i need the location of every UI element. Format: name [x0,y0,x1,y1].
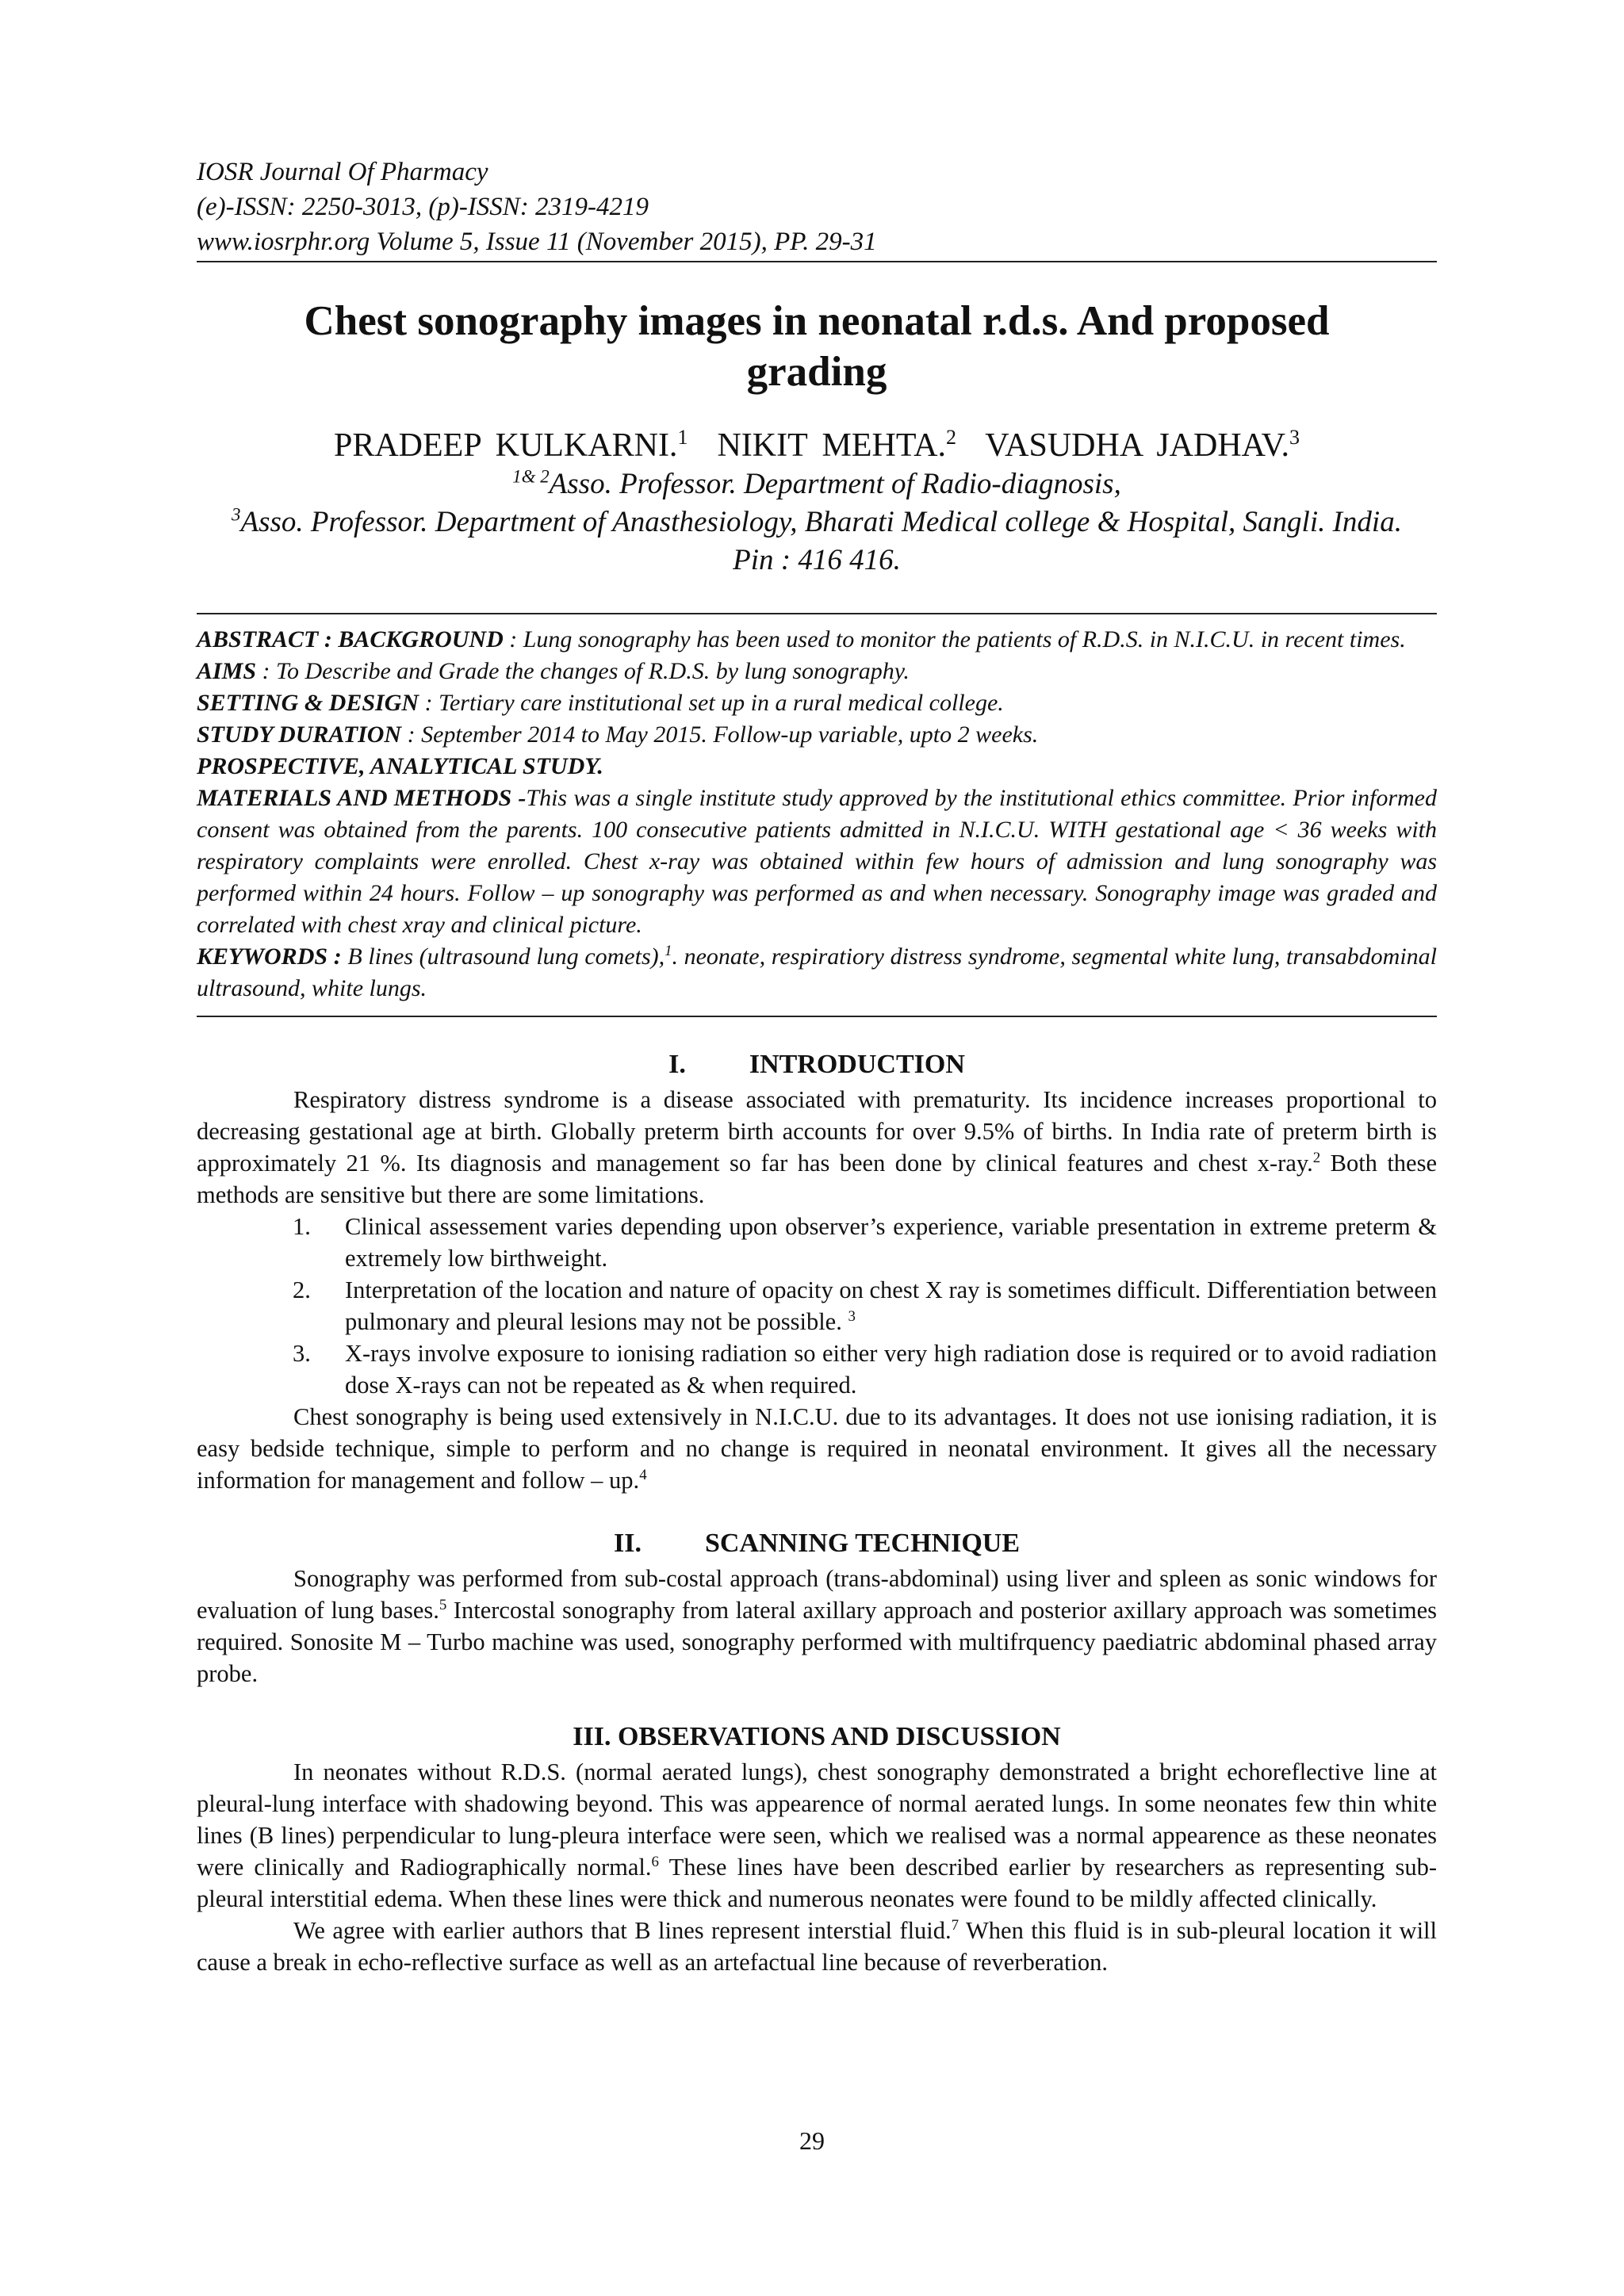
section-heading-observations: III. OBSERVATIONS AND DISCUSSION [573,1722,1061,1751]
list-item: 1. Clinical assessement varies depending upon observer’s experience, variable presentation in extreme preterm & extremely low birthweight. [293,1213,1437,1272]
observations-paragraph-1: In neonates without R.D.S. (normal aerated lungs), chest sonography demonstrated a bright echoreflective line at pleural-lung interface with shadowing beyond. This was appearence of normal aerated lungs. In some neonates few thin white lines (B lines) perpendicular to lung-pleura interface were seen, which we realised was a normal appearence as these neonates were clinically and Radiographically normal.$^6$ These lines have been described earlier by researchers as representing sub-pleural interstitial edema. When these lines were thick and numerous neonates were found to be mildly affected clinically. [197,1758,1437,1912]
journal-issn: (e)-ISSN: 2250-3013, (p)-ISSN: 2319-4219 [197,193,649,221]
abstract-keywords: KEYWORDS : B lines (ultrasound lung comets),$^1$. neonate, respiratiory distress syndrome, segmental white lung, transabdominal ultrasound, white lungs. [197,943,1437,1001]
scanning-paragraph-1: Sonography was performed from sub-costal approach (trans-abdominal) using liver and spleen as sonic windows for evaluation of lung bases.$^5$ Intercostal sonography from lateral axillary approach and posterior axillary approach was sometimes required. Sonosite M – Turbo machine was used, sonography performed with multifrquency paediatric abdominal phased array probe. [197,1565,1437,1687]
abstract-aims: AIMS : To Describe and Grade the changes of R.D.S. by lung sonography. [197,658,910,684]
abstract-duration: STUDY DURATION : September 2014 to May 2015. Follow-up variable, upto 2 weeks. [197,721,1039,748]
author-3: VASUDHA JADHAV.$^3$ [985,426,1300,464]
affiliation-1: $^{1\& 2}$Asso. Professor. Department of Radio-diagnosis, [512,466,1121,500]
intro-paragraph-1: Respiratory distress syndrome is a disease associated with prematurity. Its incidence increases proportional to decreasing gestational age at birth. Globally preterm birth accounts for over 9.5% of births. In India rate of preterm birth is approximately 21 %. Its diagnosis and management so far has been done by clinical features and chest x-ray.$^2$ Both these methods are sensitive but there are some limitations. [197,1086,1437,1208]
limitations-list [197,1211,1437,1401]
abstract-setting: SETTING & DESIGN : Tertiary care institutional set up in a rural medical college. [197,690,1004,716]
list-item: 3. X-rays involve exposure to ionising radiation so either very high radiation dose is required or to avoid radiation dose X-rays can not be repeated as & when required. [293,1340,1437,1399]
observations-body [197,1756,1437,1978]
section-heading-scanning: II. SCANNING TECHNIQUE [613,1529,1021,1558]
abstract-background: ABSTRACT : BACKGROUND : Lung sonography has been used to monitor the patients of R.D.S. in N.I.C.U. in recent times. [197,626,1406,652]
author-1: PRADEEP KULKARNI.$^1$ [333,426,688,464]
section-heading-introduction: I. INTRODUCTION [668,1050,965,1079]
introduction-body [197,1084,1437,1211]
author-list [197,426,1437,465]
page-number: 29 [799,2126,825,2155]
intro-paragraph-2: Chest sonography is being used extensively in N.I.C.U. due to its advantages. It does not use ionising radiation, it is easy bedside technique, simple to perform and no change is required in neonatal environment. It gives all the necessary information for management and follow – up.$^4$ [197,1403,1437,1494]
scanning-body [197,1563,1437,1689]
journal-name: IOSR Journal Of Pharmacy [197,158,488,186]
author-2: NIKIT MEHTA.$^2$ [717,426,956,464]
abstract-block [197,613,1437,1017]
paper-title: Chest sonography images in neonatal r.d.s. And proposed grading [304,298,1330,395]
abstract-methods: MATERIALS AND METHODS -This was a single institute study approved by the institutional ethics committee. Prior informed consent was obtained from the parents. 100 consecutive patients admitted in N.I.C.U. WITH gestational age < 36 weeks with respiratory complaints were enrolled. Chest x-ray was obtained within few hours of admission and lung sonography was performed within 24 hours. Follow – up sonography was performed as and when necessary. Sonography image was graded and correlated with chest xray and clinical picture. [197,785,1437,938]
introduction-body-2 [197,1401,1437,1496]
journal-header [197,155,1437,262]
paper-page [197,155,1437,1978]
journal-volume: www.iosrphr.org Volume 5, Issue 11 (November 2015), PP. 29-31 [197,228,877,256]
abstract-study-type: PROSPECTIVE, ANALYTICAL STUDY. [197,753,603,779]
list-item: 2. Interpretation of the location and nature of opacity on chest X ray is sometimes difficult. Differentiation between pulmonary and pleural lesions may not be possible. $^3$ [293,1276,1437,1335]
observations-paragraph-2: We agree with earlier authors that B lines represent interstial fluid.$^7$ When this fluid is in sub-pleural location it will cause a break in echo-reflective surface as well as an artefactual line because of reverberation. [197,1916,1437,1976]
affiliation-2: $^3$Asso. Professor. Department of Anasthesiology, Bharati Medical college & Hospital, Sangli. India. Pin : 416 416. [232,504,1402,576]
